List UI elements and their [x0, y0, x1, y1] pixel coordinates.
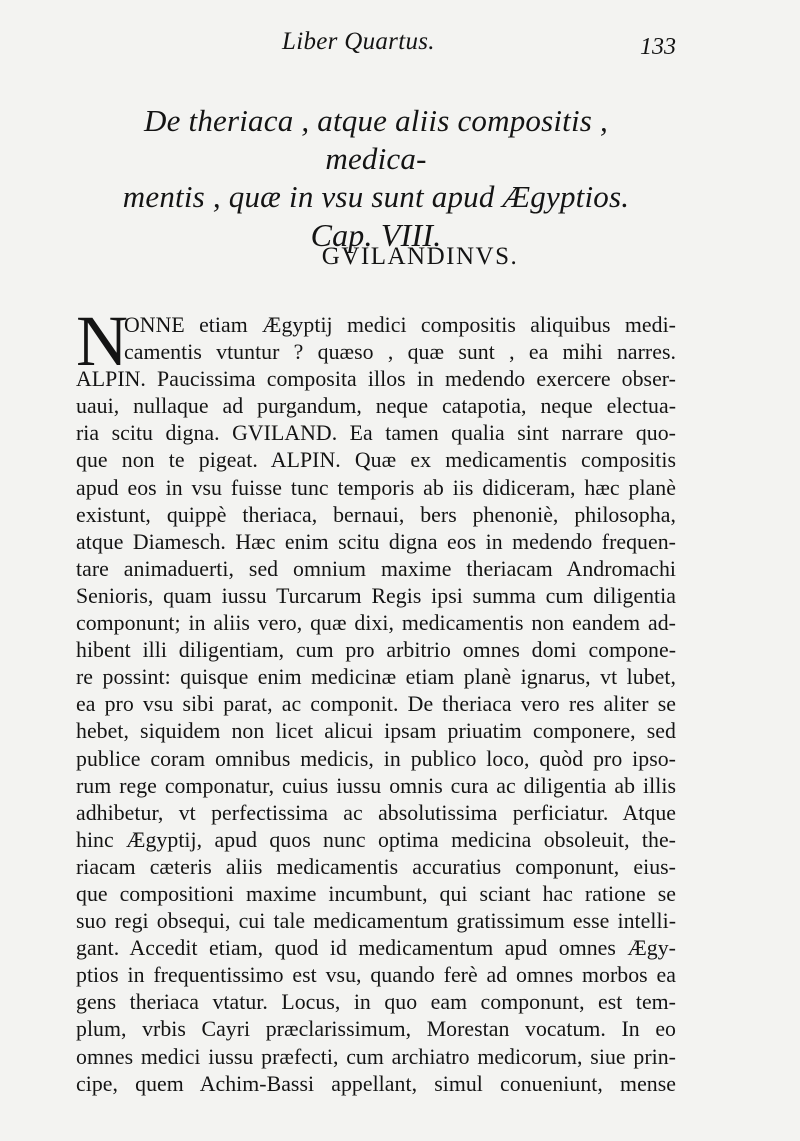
text-line: rum rege componatur, cuius iussu omnis cura ac diligentia ab illis	[76, 773, 676, 798]
text-line: adhibetur, vt perfectissima ac absolutissima perficiatur. Atque	[76, 800, 676, 825]
text-line: que non te pigeat. ALPIN. Quæ ex medicamentis compositis	[76, 448, 676, 473]
text-line: apud eos in vsu fuisse tunc temporis ab iis didiceram, hæc planè	[76, 475, 676, 500]
text-line: ea pro vsu sibi parat, ac componit. De theriaca vero res aliter se	[76, 692, 676, 717]
text-line: riacam cæteris aliis medicamentis accuratius componunt, eius-	[76, 854, 676, 879]
text-line: que compositioni maxime incumbunt, qui sciant hac ratione se	[76, 881, 676, 906]
chapter-title-line-2: mentis , quæ in vsu sunt apud Ægyptios.	[122, 179, 630, 214]
text-line: hibent illi diligentiam, cum pro arbitrio omnes domi compone-	[76, 638, 676, 663]
body-text	[76, 301, 676, 1098]
text-line: ONNE etiam Ægyptij medici compositis aliquibus medi-	[124, 313, 676, 337]
chapter-title-line-1: De theriaca , atque aliis compositis , medica-	[144, 103, 608, 176]
text-line: tare animaduerti, sed omnium maxime theriacam Andromachi	[76, 556, 676, 581]
text-line: gens theriaca vtatur. Locus, in quo eam componunt, est tem-	[76, 990, 676, 1015]
text-line: existunt, quippè theriaca, bernaui, bers phenoniè, philosopha,	[76, 502, 676, 527]
chapter-number: Cap. VIII.	[310, 217, 442, 253]
text-line: gant. Accedit etiam, quod id medicamentum apud omnes Ægy-	[76, 936, 676, 961]
speaker-heading: GVILANDINVS.	[321, 243, 519, 270]
text-line: camentis vtuntur ? quæso , quæ sunt , ea mihi narres.	[124, 340, 676, 365]
text-line: omnes medici iussu præfecti, cum archiatro medicorum, siue prin-	[76, 1044, 676, 1069]
text-line: hinc Ægyptij, apud quos nunc optima medicina obsoleuit, the-	[76, 827, 676, 852]
text-line: hebet, siquidem non licet alicui ipsam priuatim componere, sed	[76, 719, 676, 744]
text-line: publice coram omnibus medicis, in publico loco, quòd pro ipso-	[76, 746, 676, 771]
text-line: Senioris, quam iussu Turcarum Regis ipsi summa cum diligentia	[76, 583, 676, 608]
text-line: plum, vrbis Cayri præclarissimum, Morestan vocatum. In eo	[76, 1017, 676, 1042]
text-line: atque Diamesch. Hæc enim scitu digna eos in medendo frequen-	[76, 529, 676, 554]
text-line: cipe, quem Achim-Bassi appellant, simul conueniunt, mense	[76, 1071, 676, 1096]
text-line: ALPIN. Paucissima composita illos in medendo exercere obser-	[76, 367, 676, 392]
chapter-heading	[96, 102, 656, 254]
drop-capital: N	[76, 301, 128, 381]
text-line: uaui, nullaque ad purgandum, neque catapotia, neque electua-	[76, 394, 676, 419]
text-line: ptios in frequentissimo est vsu, quando ferè ad omnes morbos ea	[76, 963, 676, 988]
running-title: Liber Quartus.	[282, 28, 435, 55]
text-line: re possint: quisque enim medicinæ etiam planè ignarus, vt lubet,	[76, 665, 676, 690]
text-line: ria scitu digna. GVILAND. Ea tamen qualia sint narrare quo-	[76, 421, 676, 446]
text-line: componunt; in aliis vero, quæ dixi, medicamentis non eandem ad-	[76, 611, 676, 636]
page-number: 133	[640, 34, 676, 60]
text-line: suo regi obsequi, cui tale medicamentum gratissimum esse intelli-	[76, 909, 676, 934]
